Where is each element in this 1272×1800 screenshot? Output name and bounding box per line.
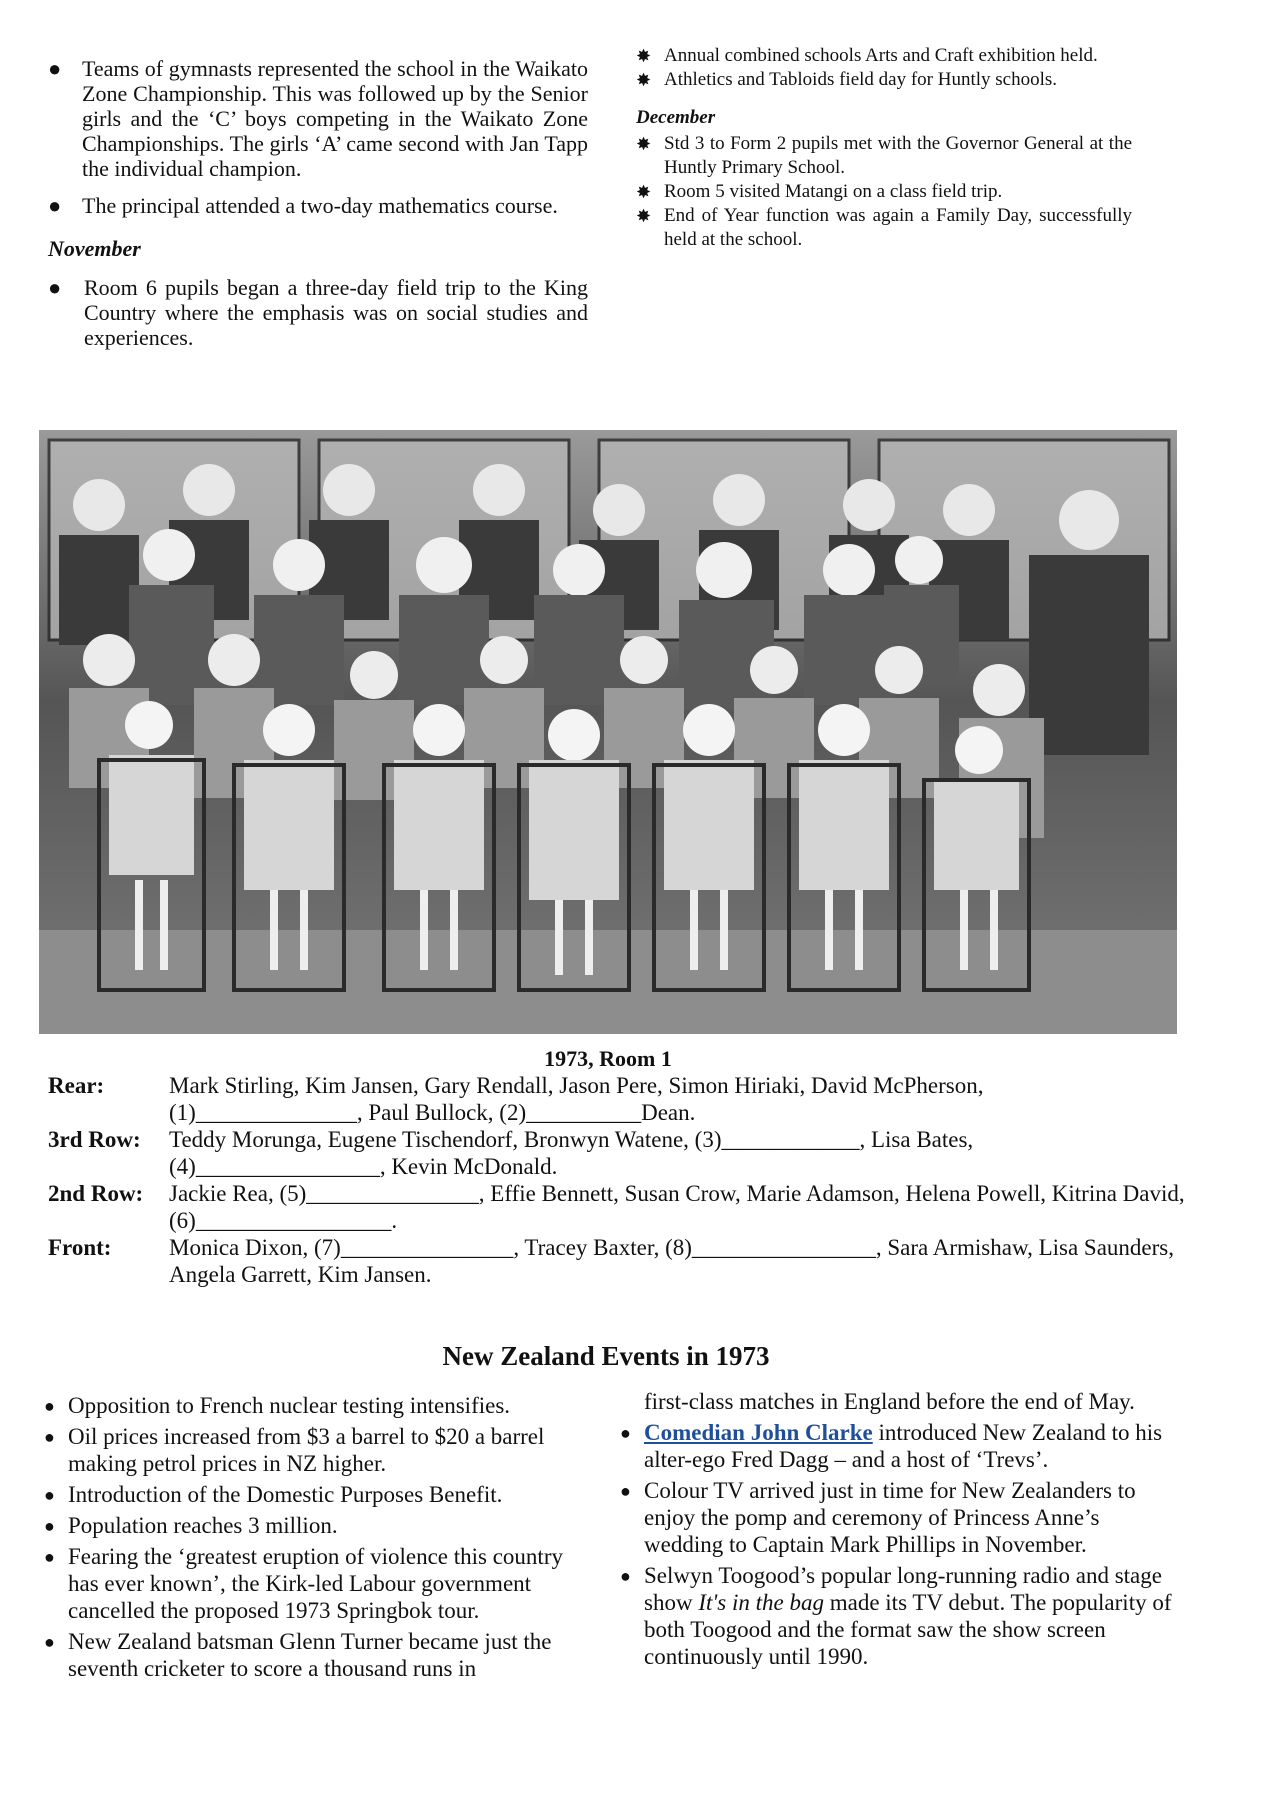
- list-item: ● Population reaches 3 million.: [44, 1513, 338, 1538]
- december-list: [636, 132, 1132, 252]
- star-bullet-icon: ✸: [636, 182, 652, 202]
- caption-row: [48, 1126, 1238, 1180]
- caption-row: [48, 1072, 1238, 1126]
- bullet-icon: ●: [44, 1485, 55, 1505]
- nz-events-right-column: [620, 1388, 1180, 1674]
- class-photo-image: [39, 430, 1177, 1034]
- caption-row-label: Rear:: [48, 1073, 105, 1098]
- list-item: ● Fearing the ‘greatest eruption of violence this country has ever known’, the Kirk-led Labour government cancelled the proposed 1973 Springbok tour.: [44, 1544, 563, 1623]
- list-item: ✸ Athletics and Tabloids field day for Huntly schools.: [636, 69, 1058, 90]
- star-bullet-icon: ✸: [636, 206, 652, 226]
- caption-row-label: 3rd Row:: [48, 1127, 141, 1152]
- bullet-icon: ●: [44, 1632, 55, 1652]
- caption-row-label: 2nd Row:: [48, 1181, 144, 1206]
- activity-list: [48, 56, 588, 218]
- list-item: ● Teams of gymnasts represented the school in the Waikato Zone Championship. This was followed up by the Senior girls and the ‘C’ boys competing in the Waikato Zone Championships. The girls ‘A’ came second with Jan Tapp the individual champion.: [48, 56, 588, 181]
- bullet-icon: ●: [620, 1566, 631, 1586]
- top-left-column: [48, 56, 588, 350]
- john-clarke-link[interactable]: Comedian John Clarke: [644, 1420, 873, 1445]
- bullet-icon: ●: [48, 275, 62, 300]
- nz-events-left-column: [44, 1392, 584, 1686]
- bullet-icon: ●: [620, 1423, 631, 1443]
- bullet-icon: ●: [44, 1396, 55, 1416]
- list-item: ● Colour TV arrived just in time for New Zealanders to enjoy the pomp and ceremony of Princess Anne’s wedding to Captain Mark Phillips in November.: [620, 1478, 1136, 1557]
- activity-list: [636, 44, 1132, 92]
- bullet-icon: ●: [48, 56, 62, 81]
- caption-row-names: Mark Stirling, Kim Jansen, Gary Rendall, Jason Pere, Simon Hiriaki, David McPherson, (1)______________, Paul Bullock, (2)__________Dean.: [169, 1073, 984, 1125]
- list-item: ● Comedian John Clarke introduced New Zealand to his alter-ego Fred Dagg – and a host of ‘Trevs’.: [620, 1420, 1163, 1472]
- list-item: ● Introduction of the Domestic Purposes Benefit.: [44, 1482, 503, 1507]
- bullet-icon: ●: [44, 1427, 55, 1447]
- bullet-icon: ●: [48, 193, 62, 218]
- list-item: ● Oil prices increased from $3 a barrel to $20 a barrel making petrol prices in NZ higher.: [44, 1424, 545, 1476]
- list-item: ● New Zealand batsman Glenn Turner became just the seventh cricketer to score a thousand runs in: [44, 1629, 552, 1681]
- caption-row-names: Monica Dixon, (7)_______________, Tracey Baxter, (8)________________, Sara Armishaw, Lisa Saunders, Angela Garrett, Kim Jansen.: [169, 1235, 1174, 1287]
- list-item: ● Room 6 pupils began a three-day field trip to the King Country where the emphasis was on social studies and experiences.: [48, 275, 588, 350]
- caption-row-names: Jackie Rea, (5)_______________, Effie Bennett, Susan Crow, Marie Adamson, Helena Powell, Kitrina David, (6)_________________.: [169, 1181, 1185, 1233]
- list-item-continuation: first-class matches in England before the end of May.: [644, 1389, 1135, 1414]
- nz-events-list: [620, 1388, 1180, 1670]
- nz-events-list: [44, 1392, 584, 1682]
- december-heading: December: [636, 107, 716, 128]
- bullet-icon: ●: [44, 1516, 55, 1536]
- bullet-icon: ●: [44, 1547, 55, 1567]
- november-heading: November: [48, 236, 141, 261]
- list-item: ● Selwyn Toogood’s popular long-running radio and stage show It's in the bag made its TV debut. The popularity of both Toogood and the format saw the show screen continuously until 1990.: [620, 1563, 1172, 1669]
- photo-caption-title: 1973, Room 1: [544, 1046, 672, 1071]
- caption-row-names: Teddy Morunga, Eugene Tischendorf, Bronwyn Watene, (3)____________, Lisa Bates, (4)________________, Kevin McDonald.: [169, 1127, 974, 1179]
- show-title: It's in the bag: [698, 1590, 824, 1615]
- caption-row: [48, 1234, 1238, 1288]
- star-bullet-icon: ✸: [636, 70, 652, 90]
- nz-events-title: New Zealand Events in 1973: [442, 1341, 770, 1371]
- list-item: ✸ Room 5 visited Matangi on a class field trip.: [636, 181, 1003, 202]
- list-item: ✸ Annual combined schools Arts and Craft exhibition held.: [636, 45, 1098, 66]
- class-photo: [39, 430, 1177, 1034]
- caption-row: [48, 1180, 1238, 1234]
- bullet-icon: ●: [620, 1481, 631, 1501]
- caption-row-label: Front:: [48, 1235, 112, 1260]
- photo-caption: [48, 1072, 1238, 1288]
- top-right-column: [636, 44, 1132, 252]
- list-item: ✸ End of Year function was again a Family Day, successfully held at the school.: [636, 205, 1132, 250]
- november-list: [48, 275, 588, 350]
- list-item: ● The principal attended a two-day mathematics course.: [48, 193, 558, 218]
- star-bullet-icon: ✸: [636, 134, 652, 154]
- list-item: ● Opposition to French nuclear testing intensifies.: [44, 1393, 511, 1418]
- star-bullet-icon: ✸: [636, 46, 652, 66]
- list-item: ✸ Std 3 to Form 2 pupils met with the Governor General at the Huntly Primary School.: [636, 133, 1132, 178]
